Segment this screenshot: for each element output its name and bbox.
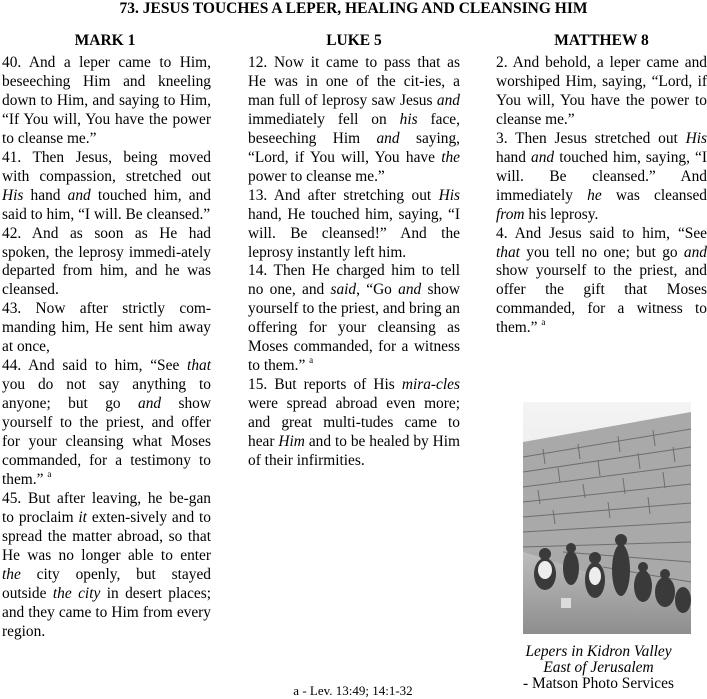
column-matthew: [496, 54, 707, 338]
column-heading-mark: MARK 1: [74, 32, 136, 49]
verse-mark-40: 40. And a leper came to Him, beseeching Him and kneeling down to Him, and saying to Him, “If You will, You have the power to cleanse me.”: [2, 54, 211, 147]
verse-mark-41: 41. Then Jesus, being moved with compassion, stretched out His hand and touched him, and said to him, “I will. Be cleansed.”: [2, 148, 211, 223]
verse-luke-15: 15. But reports of His mira-cles were spread abroad even more; and great multi-tudes came to hear Him and to be healed by Him of their infirmities.: [248, 376, 460, 470]
caption-line-2: East of Jerusalem: [543, 659, 654, 676]
column-mark: [2, 54, 211, 642]
footnote: a - Lev. 13:49; 14:1-32: [293, 683, 413, 698]
column-heading-luke: LUKE 5: [326, 32, 382, 49]
verse-luke-14: 14. Then He charged him to tell no one, and said, “Go and show yourself to the priest, and bring an offering for your cleansing as Moses commanded, for a witness to them.” $^a$: [248, 262, 460, 375]
footnote-ref: a: [309, 355, 314, 366]
lepers-photo: [523, 402, 691, 634]
verse-matthew-2: 2. And behold, a leper came and worshiped Him, saying, “Lord, if You will, You have the power to cleanse me.”: [496, 54, 707, 128]
caption-line-1: Lepers in Kidron Valley: [525, 643, 672, 660]
photo-credit: - Matson Photo Services: [523, 675, 674, 692]
photo-caption: [490, 644, 707, 692]
verse-matthew-4: 4. And Jesus said to him, “See that you tell no one; but go and show yourself to the priest, and offer the gift that Moses commanded, for a witness to them.” $^a$: [496, 224, 707, 337]
verse-mark-45: 45. But after leaving, he be-gan to proclaim it exten-sively and to spread the matter abroad, so that He was no longer able to enter the city openly, but stayed outside the city in desert places; and they came to Him from every region.: [2, 489, 211, 640]
column-luke: [248, 54, 460, 471]
verse-mark-42: 42. And as soon as He had spoken, the leprosy immedi-ately departed from him, and he was cleansed.: [2, 224, 211, 299]
verse-mark-44: 44. And said to him, “See that you do not say anything to anyone; but go and show yourself to the priest, and offer for your cleansing what Moses commanded, for a testimony to them.” $^a$: [2, 357, 211, 488]
verse-matthew-3: 3. Then Jesus stretched out His hand and touched him, saying, “I will. Be cleansed.” And immediately he was cleansed from his leprosy.: [496, 129, 707, 223]
column-heading-matthew: MATTHEW 8: [554, 32, 649, 49]
footnote-ref: a: [47, 468, 52, 479]
page-title: 73. JESUS TOUCHES A LEPER, HEALING AND CLEANSING HIM: [119, 0, 588, 17]
verse-luke-13: 13. And after stretching out His hand, He touched him, saying, “I will. Be cleansed!” And the leprosy instantly left him.: [248, 186, 460, 261]
footnote-ref: a: [541, 317, 546, 328]
verse-mark-43: 43. Now after strictly com-manding him, He sent him away at once,: [2, 300, 211, 356]
verse-luke-12: 12. Now it came to pass that as He was in one of the cit-ies, a man full of leprosy saw Jesus and immediately fell on his face, beseeching Him and saying, “Lord, if You will, You have the power to cleanse me.”: [248, 54, 460, 185]
photo-illustration: [523, 402, 691, 634]
